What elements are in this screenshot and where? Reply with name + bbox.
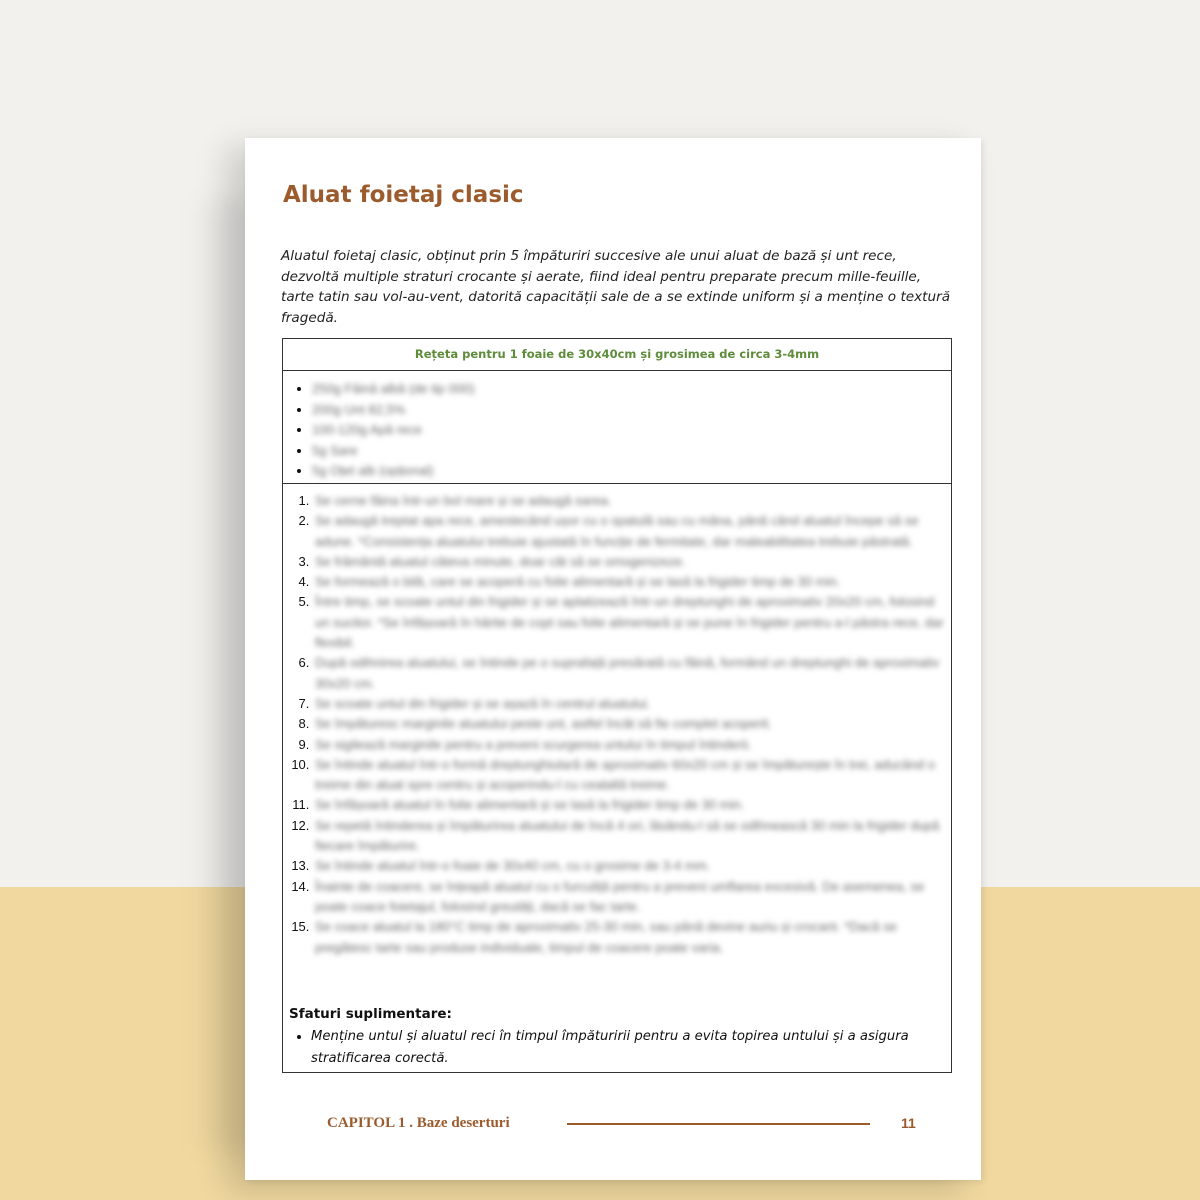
step-text: Se repetă întinderea și împăturirea aluatului de încă 4 ori, lăsându-l să se odihnească 30 min la frigider după fiecare împăturire.	[315, 817, 940, 854]
step-text: Se sigilează marginile pentru a preveni scurgerea untului în timpul întinderii.	[315, 736, 752, 752]
step-item	[313, 653, 951, 694]
step-item	[313, 816, 951, 857]
ingredient-item	[312, 420, 951, 441]
footer-chapter: CAPITOL 1 . Baze deserturi	[327, 1115, 510, 1131]
step-item	[313, 755, 951, 796]
tips-title: Sfaturi suplimentare:	[289, 1006, 452, 1022]
recipe-box	[282, 338, 952, 1073]
page-title: Aluat foietaj clasic	[283, 182, 524, 208]
step-item	[313, 917, 951, 958]
step-text: Se împăturesc marginile aluatului peste unt, astfel încât să fie complet acoperit.	[315, 716, 772, 732]
ingredient-text: 5g Oțet alb (opțional)	[312, 463, 434, 479]
ingredients-list	[283, 371, 951, 482]
ingredient-text: 200g Unt 82,5%	[312, 401, 406, 417]
step-item	[313, 856, 951, 876]
recipe-header: Rețeta pentru 1 foaie de 30x40cm și grosimea de circa 3-4mm	[283, 339, 951, 371]
step-item	[313, 592, 951, 653]
step-text: Se întinde aluatul într-o formă dreptunghiulară de aproximativ 60x20 cm și se împăturește în trei, aducând o treime din aluat spre centru și acoperindu-l cu cealaltă treime.	[315, 756, 936, 793]
step-text: Se scoate untul din frigider și se așază în centrul aluatului.	[315, 695, 651, 711]
step-item	[313, 572, 951, 592]
step-text: Se întinde aluatul într-o foaie de 30x40 cm, cu o grosime de 3-4 mm.	[315, 858, 711, 874]
step-text: Înainte de coacere, se înțeapă aluatul cu o furculiță pentru a preveni umflarea excesivă. De asemenea, se poate coace foietajul, folosind greutăți, dacă se fac tarte.	[315, 878, 925, 914]
ingredient-item	[312, 461, 951, 482]
step-item	[313, 491, 951, 511]
step-item	[313, 877, 951, 918]
ingredient-item	[312, 400, 951, 421]
steps-list	[283, 484, 951, 958]
ingredient-item	[312, 379, 951, 400]
ingredient-text: 100-120g Apă rece	[312, 422, 422, 438]
ingredient-text: 250g Făină albă (de tip 000)	[312, 381, 475, 396]
document-page	[245, 138, 981, 1180]
page-number: 11	[901, 1115, 916, 1131]
step-text: Se adaugă treptat apa rece, amestecând ușor cu o spatulă sau cu mâna, până când aluatul începe să se adune. *Consistența aluatului trebuie ajustată în funcție de fermitate, dar maleabilitatea trebuie păstrată.	[315, 513, 919, 549]
step-item	[313, 795, 951, 815]
ingredient-text: 5g Sare	[312, 442, 358, 458]
step-item	[313, 735, 951, 755]
step-text: Se coace aluatul la 180°C timp de aproximativ 25-30 min, sau până devine auriu și crocant. *Dacă se pregătesc tarte sau produse individuale, timpul de coacere poate varia.	[315, 919, 897, 955]
ingredient-item	[312, 441, 951, 462]
step-text: După odihnirea aluatului, se întinde pe o suprafață presărată cu făină, formând un dreptunghi de aproximativ 30x20 cm.	[315, 655, 940, 691]
step-text: Se frământă aluatul câteva minute, doar cât să se omogenizeze.	[315, 553, 686, 569]
step-text: Se înfășoară aluatul în folie alimentară și se lasă la frigider timp de 30 min.	[315, 797, 745, 813]
page-shadow	[190, 200, 250, 1150]
ingredients-section	[283, 371, 951, 484]
footer-divider	[567, 1123, 870, 1125]
step-text: Se cerne făina într-un bol mare și se adaugă sarea.	[315, 493, 612, 508]
step-item	[313, 694, 951, 714]
step-item	[313, 552, 951, 572]
tip-item: • Menține untul și aluatul reci în timpul împăturirii pentru a evita topirea untului și a asigura stratificarea corectă.	[311, 1026, 951, 1070]
step-item	[313, 714, 951, 734]
step-text: Se formează o bilă, care se acoperă cu folie alimentară și se lasă la frigider timp de 30 min.	[315, 574, 841, 590]
step-text: Între timp, se scoate untul din frigider și se aplatizează într-un dreptunghi de aproximativ 20x20 cm, folosind un sucitor. *Se înfășoară în hârtie de copt sau folie alimentară și se pune în frigider pentru a-l păstra rece, dar flexibil.	[315, 594, 944, 651]
intro-paragraph: Aluatul foietaj clasic, obținut prin 5 împăturiri succesive ale unui aluat de bază și unt rece, dezvoltă multiple straturi crocante și aerate, fiind ideal pentru preparate precum mille-feuille, tarte tatin sau vol-au-vent, datorită capacității sale de a se extinde uniform și a menține o textură fragedă.	[281, 248, 951, 326]
tips-list	[289, 1026, 951, 1070]
step-item	[313, 511, 951, 552]
